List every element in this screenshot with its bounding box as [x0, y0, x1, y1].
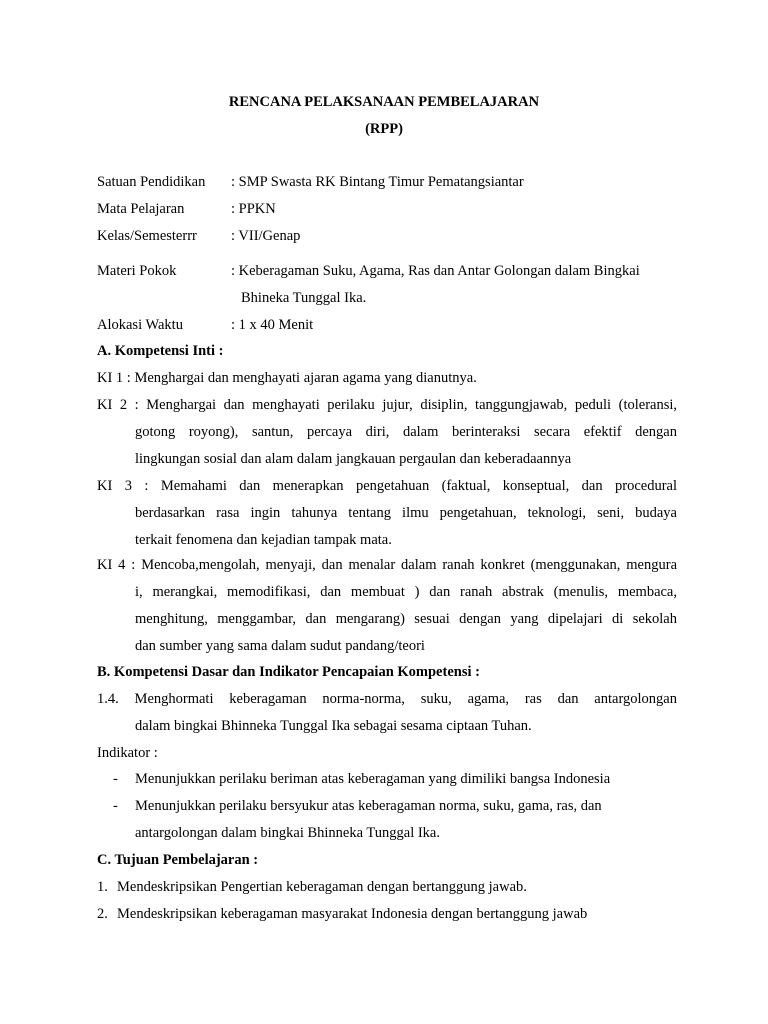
materi-value-line1: : Keberagaman Suku, Agama, Ras dan Antar Golongan dalam Bingkai: [231, 263, 640, 279]
section-a-heading: A. Kompetensi Inti :: [97, 343, 224, 359]
ki4-line2: i, merangkai, memodifikasi, dan membuat ) dan ranah abstrak (menulis, membaca,: [135, 584, 677, 600]
section-b-heading: B. Kompetensi Dasar dan Indikator Pencapaian Kompetensi :: [97, 664, 480, 680]
indikator-bullet-1: -: [113, 771, 118, 787]
indikator-item-2-line1: Menunjukkan perilaku bersyukur atas keberagaman norma, suku, gama, ras, dan: [135, 798, 602, 814]
ki1-text: KI 1 : Menghargai dan menghayati ajaran agama yang dianutnya.: [97, 370, 477, 386]
mapel-label: Mata Pelajaran: [97, 201, 185, 217]
kd-line2: dalam bingkai Bhinneka Tunggal Ika sebagai sesama ciptaan Tuhan.: [135, 718, 532, 734]
indikator-item-2-line2: antargolongan dalam bingkai Bhinneka Tunggal Ika.: [135, 825, 440, 841]
ki3-line3: terkait fenomena dan kejadian tampak mata.: [135, 532, 392, 548]
tujuan-item-1: Mendeskripsikan Pengertian keberagaman dengan bertanggung jawab.: [117, 879, 527, 895]
ki2-line2: gotong royong), santun, percaya diri, dalam berinteraksi secara efektif dengan: [135, 424, 677, 440]
tujuan-number-2: 2.: [97, 906, 108, 922]
materi-label: Materi Pokok: [97, 263, 177, 279]
document-subtitle: (RPP): [365, 121, 403, 137]
ki2-line3: lingkungan sosial dan alam dalam jangkauan pergaulan dan keberadaannya: [135, 451, 572, 467]
indikator-label: Indikator :: [97, 745, 158, 761]
indikator-bullet-2: -: [113, 798, 118, 814]
satuan-label: Satuan Pendidikan: [97, 174, 206, 190]
ki3-line2: berdasarkan rasa ingin tahunya tentang ilmu pengetahuan, teknologi, seni, budaya: [135, 505, 677, 521]
tujuan-number-1: 1.: [97, 879, 108, 895]
alokasi-value: : 1 x 40 Menit: [231, 317, 314, 333]
alokasi-label: Alokasi Waktu: [97, 317, 183, 333]
mapel-value: : PPKN: [231, 201, 276, 217]
ki4-line1: KI 4 : Mencoba,mengolah, menyaji, dan menalar dalam ranah konkret (menggunakan, mengura: [97, 557, 677, 573]
materi-value-line2: Bhineka Tunggal Ika.: [241, 290, 367, 306]
ki4-line4: dan sumber yang sama dalam sudut pandang/teori: [135, 638, 425, 654]
ki4-line3: menghitung, menggambar, dan mengarang) sesuai dengan yang dipelajari di sekolah: [135, 611, 677, 627]
tujuan-item-2: Mendeskripsikan keberagaman masyarakat Indonesia dengan bertanggung jawab: [117, 906, 588, 922]
kd-line1: 1.4. Menghormati keberagaman norma-norma, suku, agama, ras dan antargolongan: [97, 691, 677, 707]
kelas-label: Kelas/Semesterrr: [97, 228, 197, 244]
ki2-line1: KI 2 : Menghargai dan menghayati perilaku jujur, disiplin, tanggungjawab, peduli (toleransi,: [97, 397, 677, 413]
indikator-item-1: Menunjukkan perilaku beriman atas keberagaman yang dimiliki bangsa Indonesia: [135, 771, 611, 787]
kelas-value: : VII/Genap: [231, 228, 301, 244]
ki3-line1: KI 3 : Memahami dan menerapkan pengetahuan (faktual, konseptual, dan procedural: [97, 478, 677, 494]
document-title: RENCANA PELAKSANAAN PEMBELAJARAN: [228, 94, 540, 110]
satuan-value: : SMP Swasta RK Bintang Timur Pematangsiantar: [231, 174, 524, 190]
section-c-heading: C. Tujuan Pembelajaran :: [97, 852, 259, 868]
